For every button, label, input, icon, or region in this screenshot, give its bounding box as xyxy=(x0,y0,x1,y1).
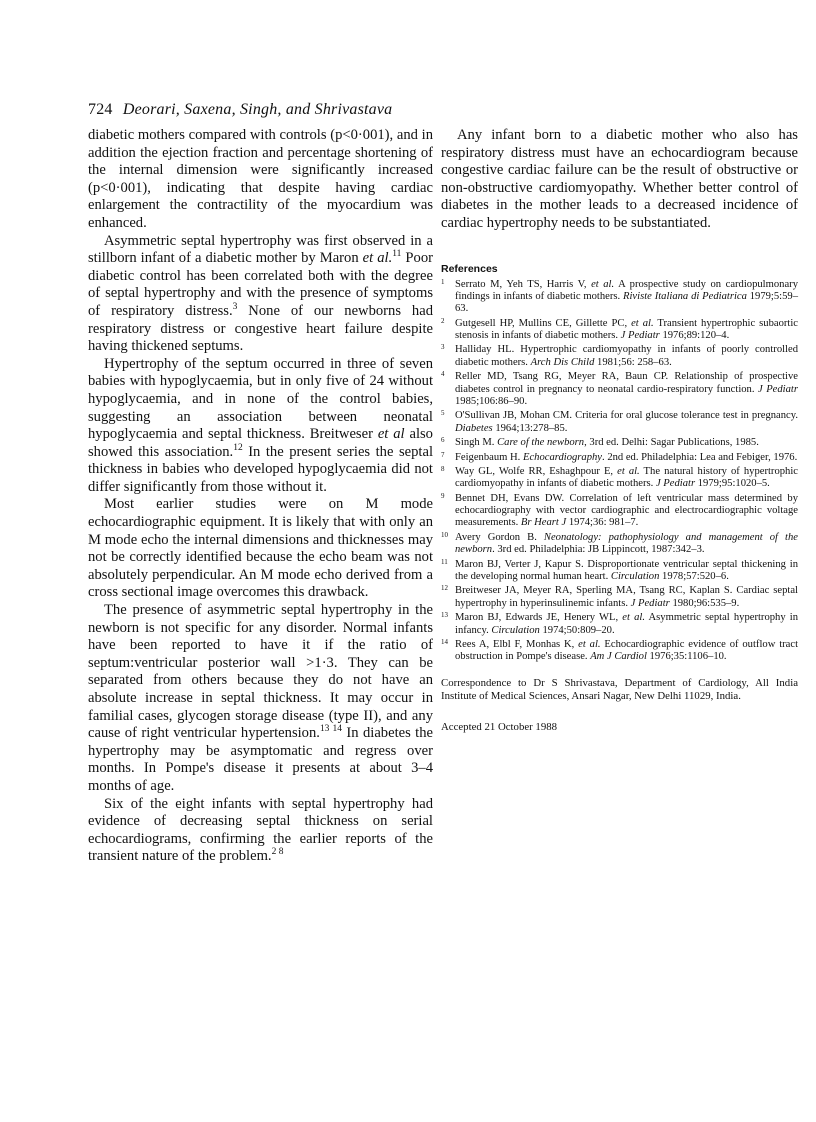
running-header xyxy=(88,101,392,119)
reference-item: 6 Singh M. Care of the newborn, 3rd ed. Delhi: Sagar Publications, 1985. xyxy=(441,436,759,449)
references-heading: References xyxy=(441,262,498,275)
paragraph-5: The presence of asymmetric septal hypertrophy in the newborn is not specific for any disorder. Normal infants have been reported to have it if the ratio of septum:ventricular posterior wall >1·3. They can be separated from others because they do not have an absolute increase in septal thickness. It may occur in familial cases, glycogen storage disease (type II), and any cause of right ventricular hypertension.$^{13 14}$ In diabetes the hypertrophy may be asymptomatic and regress over months. In Pompe's disease it presents at about 3–4 months of age. xyxy=(88,602,434,794)
reference-item: 2 Gutgesell HP, Mullins CE, Gillette PC, et al. Transient hypertrophic subaortic stenosis in infants of diabetic mothers. J Pediatr 1976;89:120–4. xyxy=(441,316,798,341)
reference-item: 10 Avery Gordon B. Neonatology: pathophysiology and management of the newborn. 3rd ed. Philadelphia: JB Lippincott, 1987:342–3. xyxy=(441,530,798,556)
references-list xyxy=(441,279,798,664)
paragraph-3: Hypertrophy of the septum occurred in three of seven babies with hypoglycaemia, but in only five of 24 without hypoglycaemia, and in none of the control babies, suggesting an association between neonatal hypoglycaemia and septal thickness. Breitweser et al also showed this association.$^{12}$ In the present series the septal thickness in babies who developed hypoglycaemia did not differ significantly from those without it. xyxy=(88,355,433,495)
paragraph-1: diabetic mothers compared with controls (p<0·001), and in addition the ejection fraction and percentage shortening of the internal dimension were significantly increased (p<0·001), indicating that despite having cardiac enlargement the contractility of the myocardium was enhanced. xyxy=(88,127,433,231)
reference-item: 9 Bennet DH, Evans DW. Correlation of left ventricular mass determined by echocardiography with vector cardiographic and electrocardiographic voltage measurements. Br Heart J 1974;36: 981–7. xyxy=(441,491,798,529)
reference-item: 13 Maron BJ, Edwards JE, Henery WL, et al. Asymmetric septal hypertrophy in infancy. Circulation 1974;50:809–20. xyxy=(441,611,799,636)
reference-item: 3 Halliday HL. Hypertrophic cardiomyopathy in infants of poorly controlled diabetic mothers. Arch Dis Child 1981;56: 258–63. xyxy=(441,343,798,368)
paragraph-4: Most earlier studies were on M mode echocardiographic equipment. It is likely that with only an M mode echo the internal dimensions and thicknesses may not be correctly identified because the echo beam was not absolutely perpendicular. An M mode echo derived from a cross sectional image overcomes this drawback. xyxy=(88,496,433,601)
reference-item: 5 O'Sullivan JB, Mohan CM. Criteria for oral glucose tolerance test in pregnancy. Diabetes 1964;13:278–85. xyxy=(441,409,798,434)
reference-item: 11 Maron BJ, Verter J, Kapur S. Disproportionate ventricular septal thickening in the developing normal human heart. Circulation 1978;57:520–6. xyxy=(441,557,798,582)
running-authors: Deorari, Saxena, Singh, and Shrivastava xyxy=(122,101,393,118)
paragraph-2: Asymmetric septal hypertrophy was first observed in a stillborn infant of a diabetic mother by Maron et al.$^{11}$ Poor diabetic control has been correlated both with the degree of septal hypertrophy and with the presence of symptoms of respiratory distress.$^3$ None of our newborns had respiratory distress or congestive heart failure despite having thickened septums. xyxy=(88,232,433,355)
reference-item: 14 Rees A, Elbl F, Monhas K, et al. Echocardiographic evidence of outflow tract obstruction in Pompe's disease. Am J Cardiol 1976;35:1106–10. xyxy=(441,638,799,663)
accepted-date: Accepted 21 October 1988 xyxy=(441,720,558,733)
reference-item: 8 Way GL, Wolfe RR, Eshaghpour E, et al. The natural history of hypertrophic cardiomyopathy in infants of diabetic mothers. J Pediatr 1979;95:1020–5. xyxy=(441,465,798,490)
right-column xyxy=(441,127,798,734)
reference-item: 7 Feigenbaum H. Echocardiography. 2nd ed. Philadelphia: Lea and Febiger, 1976. xyxy=(441,450,798,463)
left-column xyxy=(88,127,433,866)
reference-item: 12 Breitweser JA, Meyer RA, Sperling MA, Tsang RC, Kaplan S. Cardiac septal hypertrophy in hyperinsulinemic infants. J Pediatr 1980;96:535–9. xyxy=(441,584,798,609)
paragraph-6: Six of the eight infants with septal hypertrophy had evidence of decreasing septal thickness on serial echocardiograms, confirming the earlier reports of the transient nature of the problem.$^{2 8}$ xyxy=(88,795,433,865)
conclusion-paragraph: Any infant born to a diabetic mother who also has respiratory distress must have an echocardiogram because congestive cardiac failure can be the result of obstructive or non-obstructive cardiomyopathy. Whether better control of diabetes in the mother leads to a decreased incidence of cardiac hypertrophy needs to be substantiated. xyxy=(441,127,798,231)
reference-item: 4 Reller MD, Tsang RG, Meyer RA, Baun CP. Relationship of prospective diabetes control in pregnancy to neonatal cardio-respiratory function. J Pediatr 1985;106:86–90. xyxy=(441,370,798,407)
correspondence: Correspondence to Dr S Shrivastava, Department of Cardiology, All India Institute of Medical Sciences, Ansari Nagar, New Delhi 11029, India. xyxy=(441,676,798,702)
page-number: 724 xyxy=(88,101,113,118)
reference-item: 1 Serrato M, Yeh TS, Harris V, et al. A prospective study on cardiopulmonary findings in infants of diabetic mothers. Riviste Italiana di Pediatrica 1979;5:59–63. xyxy=(441,277,798,315)
